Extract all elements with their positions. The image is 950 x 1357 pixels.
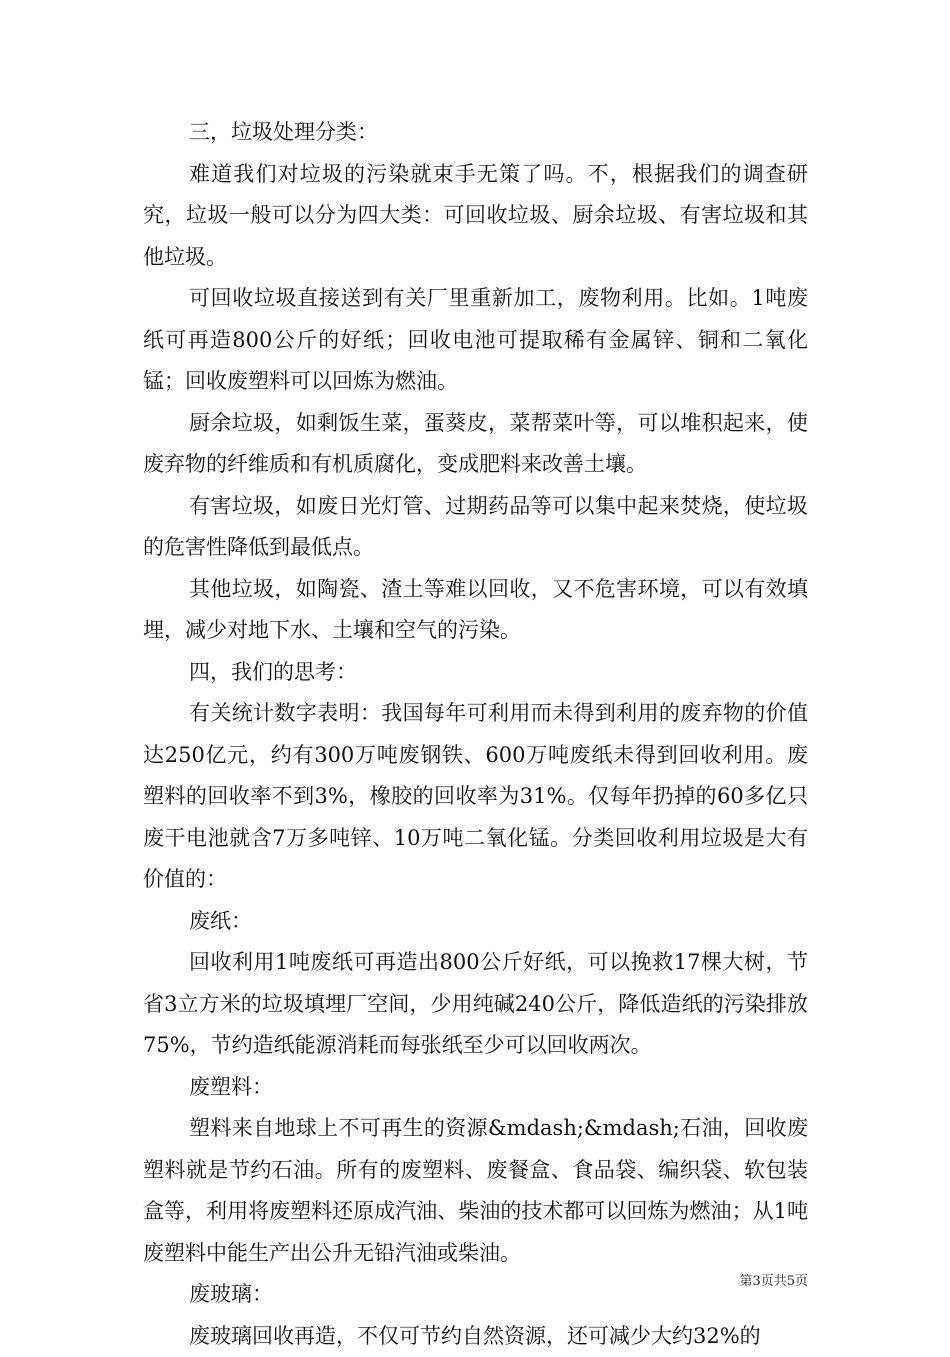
paragraph: 废玻璃回收再造，不仅可节约自然资源，还可减少大约32%的 [143,1316,808,1357]
paragraph: 有关统计数字表明：我国每年可利用而未得到利用的废弃物的价值达250亿元，约有300万吨废钢铁、600万吨废纸未得到回收利用。废塑料的回收率不到3%，橡胶的回收率为31%。仅每年扔掉的60多亿只废干电池就含7万多吨锌、10万吨二氧化锰。分类回收利用垃圾是大有价值的： [143,693,808,901]
section-heading-4: 四，我们的思考： [143,652,808,694]
subheading-waste-plastic: 废塑料： [143,1067,808,1109]
subheading-waste-paper: 废纸： [143,901,808,943]
paragraph: 其他垃圾，如陶瓷、渣土等难以回收，又不危害环境，可以有效填埋，减少对地下水、土壤和空气的污染。 [143,569,808,652]
document-body [143,112,808,1357]
subheading-waste-glass: 废玻璃： [143,1274,808,1316]
paragraph: 塑料来自地球上不可再生的资源&mdash;&mdash;石油，回收废塑料就是节约石油。所有的废塑料、废餐盒、食品袋、编织袋、软包装盒等，利用将废塑料还原成汽油、柴油的技术都可以回炼为燃油；从1吨废塑料中能生产出公升无铅汽油或柴油。 [143,1108,808,1274]
paragraph: 可回收垃圾直接送到有关厂里重新加工，废物利用。比如。1吨废纸可再造800公斤的好纸；回收电池可提取稀有金属锌、铜和二氧化锰；回收废塑料可以回炼为燃油。 [143,278,808,403]
page-number: 第3页共5页 [690,1270,808,1289]
paragraph: 有害垃圾，如废日光灯管、过期药品等可以集中起来焚烧，使垃圾的危害性降低到最低点。 [143,486,808,569]
paragraph: 回收利用1吨废纸可再造出800公斤好纸，可以挽救17棵大树，节省3立方米的垃圾填埋厂空间，少用纯碱240公斤，降低造纸的污染排放75%，节约造纸能源消耗而每张纸至少可以回收两次。 [143,942,808,1067]
paragraph: 厨余垃圾，如剩饭生菜，蛋葵皮，菜帮菜叶等，可以堆积起来，使废弃物的纤维质和有机质腐化，变成肥料来改善土壤。 [143,403,808,486]
section-heading-3: 三，垃圾处理分类： [143,112,808,154]
paragraph: 难道我们对垃圾的污染就束手无策了吗。不，根据我们的调查研究，垃圾一般可以分为四大类：可回收垃圾、厨余垃圾、有害垃圾和其他垃圾。 [143,154,808,279]
